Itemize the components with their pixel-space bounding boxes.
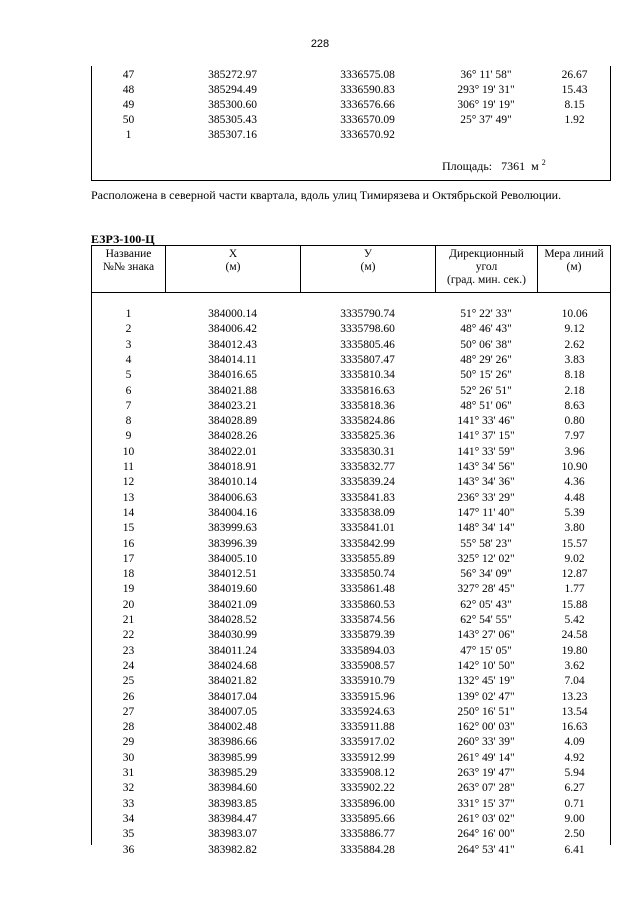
- direction-angle-cell: 141° 33' 59": [457, 445, 515, 458]
- line-length-cell: 9.12: [564, 323, 585, 336]
- y-cell: 3336576.66: [340, 99, 395, 111]
- line-length-cell: 4.09: [564, 736, 585, 749]
- y-cell: 3336570.92: [340, 129, 395, 141]
- table-row: [92, 307, 612, 321]
- table-row: [92, 399, 612, 413]
- direction-angle-cell: 62° 05' 43": [460, 598, 512, 611]
- table-row: [92, 445, 612, 459]
- x-cell: 384005.10: [208, 552, 257, 565]
- direction-angle-cell: 264° 53' 41": [457, 843, 515, 856]
- page-number: 228: [310, 38, 330, 50]
- direction-angle-cell: 236° 33' 29": [457, 491, 515, 504]
- line-length-cell: 15.57: [561, 537, 588, 550]
- point-name-cell: 35: [122, 828, 135, 841]
- line-length-cell: 24.58: [561, 629, 588, 642]
- table-row: [92, 582, 612, 596]
- line-length-cell: 6.27: [564, 782, 585, 795]
- point-name-cell: 16: [122, 537, 135, 550]
- point-name-cell: 23: [122, 644, 135, 657]
- table-row: [92, 735, 612, 749]
- x-cell: 384011.24: [208, 644, 257, 657]
- point-name-cell: 24: [122, 659, 135, 672]
- line-length-cell: 3.80: [564, 522, 585, 535]
- direction-angle-cell: 48° 46' 43": [460, 323, 512, 336]
- direction-angle-cell: 306° 19' 19": [457, 99, 515, 111]
- area-label: Площадь:: [442, 159, 493, 173]
- coordinates-table: [91, 245, 611, 856]
- table-row: [92, 475, 612, 489]
- y-cell: 3336570.09: [340, 114, 395, 126]
- line-length-cell: 5.39: [564, 506, 585, 519]
- table-row: [92, 491, 612, 505]
- y-cell: 3335839.24: [340, 476, 395, 489]
- table-row: [92, 322, 612, 336]
- direction-angle-cell: 48° 51' 06": [460, 399, 512, 412]
- point-name-cell: 1: [125, 129, 132, 141]
- y-cell: 3335910.79: [340, 675, 395, 688]
- table-row: [92, 613, 612, 627]
- header-point-name: Название №№ знака: [102, 248, 155, 273]
- table-row: [92, 751, 612, 765]
- table-row: [92, 368, 612, 382]
- y-cell: 3335805.46: [340, 338, 395, 351]
- point-name-cell: 2: [125, 323, 132, 336]
- line-length-cell: 6.41: [564, 843, 585, 856]
- point-name-cell: 28: [122, 721, 135, 734]
- point-name-cell: 36: [122, 843, 135, 856]
- x-cell: 384002.48: [208, 721, 257, 734]
- direction-angle-cell: 55° 58' 23": [460, 537, 512, 550]
- line-length-cell: 5.42: [564, 614, 585, 626]
- table-row: [92, 720, 612, 734]
- y-cell: 3335861.48: [340, 583, 395, 596]
- header-direction-angle: Дирекционный угол (град. мин. сек.): [447, 248, 526, 286]
- line-length-cell: 19.80: [561, 644, 588, 657]
- y-cell: 3335855.89: [340, 552, 395, 565]
- y-cell: 3335917.02: [340, 736, 395, 749]
- direction-angle-cell: 162° 00' 03": [457, 721, 515, 734]
- table-row: [92, 506, 612, 520]
- x-cell: 383982.82: [208, 843, 257, 856]
- line-length-cell: 3.96: [564, 445, 585, 458]
- y-cell: 3335886.77: [340, 828, 395, 841]
- table-row: [92, 384, 612, 398]
- table-row: [92, 598, 612, 612]
- y-cell: 3335838.09: [340, 506, 395, 519]
- line-length-cell: 13.54: [561, 705, 588, 718]
- line-length-cell: 3.83: [564, 353, 585, 366]
- point-name-cell: 3: [125, 338, 132, 351]
- point-name-cell: 47: [122, 69, 135, 81]
- x-cell: 384022.01: [208, 445, 257, 458]
- x-cell: 383996.39: [208, 537, 257, 550]
- x-cell: 384028.52: [208, 614, 257, 626]
- x-cell: 384023.21: [208, 399, 257, 412]
- y-cell: 3335902.22: [340, 782, 395, 795]
- x-cell: 383984.60: [208, 782, 257, 795]
- table-row: [92, 113, 612, 127]
- y-cell: 3335908.57: [340, 659, 395, 672]
- point-name-cell: 14: [122, 506, 135, 519]
- line-length-cell: 16.63: [561, 721, 588, 734]
- line-length-cell: 10.06: [561, 308, 588, 320]
- line-length-cell: 15.43: [561, 84, 588, 96]
- table-header: [92, 246, 610, 293]
- line-length-cell: 3.62: [564, 659, 585, 672]
- x-cell: 383999.63: [208, 522, 257, 535]
- y-cell: 3335824.86: [340, 415, 395, 428]
- x-cell: 384007.05: [208, 705, 257, 718]
- direction-angle-cell: 62° 54' 55": [460, 614, 512, 626]
- line-length-cell: 4.92: [564, 751, 585, 764]
- x-cell: 385300.60: [208, 99, 257, 111]
- line-length-cell: 9.02: [564, 552, 585, 565]
- x-cell: 385272.97: [208, 69, 257, 81]
- line-length-cell: 0.71: [564, 797, 585, 810]
- x-cell: 384016.65: [208, 369, 257, 382]
- y-cell: 3336590.83: [340, 84, 395, 96]
- x-cell: 384000.14: [208, 308, 257, 320]
- direction-angle-cell: 143° 27' 06": [457, 629, 515, 642]
- direction-angle-cell: 25° 37' 49": [460, 114, 512, 126]
- y-cell: 3335798.60: [340, 323, 395, 336]
- point-name-cell: 22: [122, 629, 135, 642]
- direction-angle-cell: 260° 33' 39": [457, 736, 515, 749]
- y-cell: 3335915.96: [340, 690, 395, 703]
- x-cell: 385305.43: [208, 114, 257, 126]
- line-length-cell: 8.18: [564, 369, 585, 382]
- point-name-cell: 26: [122, 690, 135, 703]
- y-cell: 3335810.34: [340, 369, 395, 382]
- direction-angle-cell: 139° 02' 47": [457, 690, 515, 703]
- table-row: [92, 659, 612, 673]
- area-unit-power: 2: [541, 158, 546, 167]
- x-cell: 384019.60: [208, 583, 257, 596]
- point-name-cell: 6: [125, 384, 132, 397]
- point-name-cell: 29: [122, 736, 135, 749]
- point-name-cell: 17: [122, 552, 135, 565]
- x-cell: 385307.16: [208, 129, 257, 141]
- direction-angle-cell: 261° 49' 14": [457, 751, 515, 764]
- point-name-cell: 27: [122, 705, 135, 718]
- area-line: [442, 158, 546, 174]
- x-cell: 384014.11: [208, 353, 257, 366]
- direction-angle-cell: 142° 10' 50": [457, 659, 515, 672]
- direction-angle-cell: 51° 22' 33": [460, 308, 512, 320]
- point-name-cell: 9: [125, 430, 132, 443]
- direction-angle-cell: 147° 11' 40": [457, 506, 515, 519]
- direction-angle-cell: 47° 15' 05": [460, 644, 512, 657]
- x-cell: 384012.43: [208, 338, 257, 351]
- direction-angle-cell: 250° 16' 51": [457, 705, 515, 718]
- x-cell: 384017.04: [208, 690, 257, 703]
- direction-angle-cell: 143° 34' 36": [457, 476, 515, 489]
- x-cell: 384021.82: [208, 675, 257, 688]
- direction-angle-cell: 48° 29' 26": [460, 353, 512, 366]
- x-cell: 384021.88: [208, 384, 257, 397]
- line-length-cell: 8.63: [564, 399, 585, 412]
- point-name-cell: 18: [122, 568, 135, 581]
- direction-angle-cell: 50° 15' 26": [460, 369, 512, 382]
- point-name-cell: 10: [122, 445, 135, 458]
- x-cell: 384012.51: [208, 568, 257, 581]
- direction-angle-cell: 36° 11' 58": [460, 69, 512, 81]
- table-row: [92, 690, 612, 704]
- line-length-cell: 8.15: [564, 99, 585, 111]
- x-cell: 384006.42: [208, 323, 257, 336]
- table-row: [92, 766, 612, 780]
- y-cell: 3335841.01: [340, 522, 395, 535]
- x-cell: 383986.66: [208, 736, 257, 749]
- y-cell: 3335816.63: [340, 384, 395, 397]
- y-cell: 3336575.08: [340, 69, 395, 81]
- y-cell: 3335790.74: [340, 308, 395, 320]
- line-length-cell: 9.00: [564, 812, 585, 825]
- table-row: [92, 843, 612, 857]
- line-length-cell: 15.88: [561, 598, 588, 611]
- line-length-cell: 7.97: [564, 430, 585, 443]
- x-cell: 383984.47: [208, 812, 257, 825]
- previous-table-continuation: [91, 66, 611, 181]
- direction-angle-cell: 141° 37' 15": [457, 430, 515, 443]
- point-name-cell: 49: [122, 99, 135, 111]
- line-length-cell: 13.23: [561, 690, 588, 703]
- point-name-cell: 33: [122, 797, 135, 810]
- point-name-cell: 21: [122, 614, 135, 626]
- direction-angle-cell: 143° 34' 56": [457, 461, 515, 473]
- y-cell: 3335884.28: [340, 843, 395, 856]
- x-cell: 384004.16: [208, 506, 257, 519]
- y-cell: 3335894.03: [340, 644, 395, 657]
- y-cell: 3335807.47: [340, 353, 395, 366]
- area-value: 7361: [501, 159, 526, 173]
- x-cell: 384006.63: [208, 491, 257, 504]
- table-row: [92, 567, 612, 581]
- line-length-cell: 4.48: [564, 491, 585, 504]
- x-cell: 383985.29: [208, 767, 257, 779]
- table-row: [92, 338, 612, 352]
- location-note: Расположена в северной части квартала, вдоль улиц Тимирязева и Октябрьской Революции.: [91, 188, 562, 202]
- y-cell: 3335908.12: [340, 767, 395, 779]
- table-row: [92, 521, 612, 535]
- x-cell: 384018.91: [208, 461, 257, 473]
- point-name-cell: 8: [125, 415, 132, 428]
- line-length-cell: 26.67: [561, 69, 588, 81]
- point-name-cell: 5: [125, 369, 132, 382]
- table-row: [92, 98, 612, 112]
- table-row: [92, 644, 612, 658]
- line-length-cell: 2.18: [564, 384, 585, 397]
- line-length-cell: 12.87: [561, 568, 588, 581]
- point-name-cell: 31: [122, 767, 135, 779]
- point-name-cell: 32: [122, 782, 135, 795]
- line-length-cell: 0.80: [564, 415, 585, 428]
- table-row: [92, 812, 612, 826]
- direction-angle-cell: 50° 06' 38": [460, 338, 512, 351]
- table-row: [92, 353, 612, 367]
- point-name-cell: 4: [125, 353, 132, 366]
- header-line-length: Мера линий (м): [544, 248, 604, 273]
- header-y: У (м): [360, 248, 376, 273]
- table-row: [92, 83, 612, 97]
- x-cell: 384028.89: [208, 415, 257, 428]
- line-length-cell: 7.04: [564, 675, 585, 688]
- line-length-cell: 1.77: [564, 583, 585, 596]
- y-cell: 3335924.63: [340, 705, 395, 718]
- point-name-cell: 25: [122, 675, 135, 688]
- table-row: [92, 128, 612, 142]
- direction-angle-cell: 148° 34' 14": [457, 522, 515, 535]
- line-length-cell: 2.62: [564, 338, 585, 351]
- x-cell: 383985.99: [208, 751, 257, 764]
- table-row: [92, 827, 612, 841]
- line-length-cell: 5.94: [564, 767, 585, 779]
- table-row: [92, 429, 612, 443]
- direction-angle-cell: 261° 03' 02": [457, 812, 515, 825]
- x-cell: 383983.07: [208, 828, 257, 841]
- direction-angle-cell: 56° 34' 09": [460, 568, 512, 581]
- table-row: [92, 537, 612, 551]
- direction-angle-cell: 263° 07' 28": [457, 782, 515, 795]
- y-cell: 3335911.88: [340, 721, 395, 734]
- table-row: [92, 628, 612, 642]
- point-name-cell: 30: [122, 751, 135, 764]
- x-cell: 384010.14: [208, 476, 257, 489]
- table-row: [92, 797, 612, 811]
- table-row: [92, 674, 612, 688]
- y-cell: 3335825.36: [340, 430, 395, 443]
- direction-angle-cell: 141° 33' 46": [457, 415, 515, 428]
- point-name-cell: 12: [122, 476, 135, 489]
- y-cell: 3335850.74: [340, 568, 395, 581]
- point-name-cell: 11: [122, 461, 135, 473]
- direction-angle-cell: 264° 16' 00": [457, 828, 515, 841]
- table-row: [92, 414, 612, 428]
- y-cell: 3335896.00: [340, 797, 395, 810]
- line-length-cell: 4.36: [564, 476, 585, 489]
- table-row: [92, 781, 612, 795]
- point-name-cell: 20: [122, 598, 135, 611]
- direction-angle-cell: 325° 12' 02": [457, 552, 515, 565]
- x-cell: 384024.68: [208, 659, 257, 672]
- y-cell: 3335879.39: [340, 629, 395, 642]
- y-cell: 3335874.56: [340, 614, 395, 626]
- y-cell: 3335841.83: [340, 491, 395, 504]
- x-cell: 384021.09: [208, 598, 257, 611]
- y-cell: 3335860.53: [340, 598, 395, 611]
- point-name-cell: 7: [125, 399, 132, 412]
- point-name-cell: 1: [125, 308, 132, 320]
- direction-angle-cell: 132° 45' 19": [457, 675, 515, 688]
- direction-angle-cell: 293° 19' 31": [457, 84, 515, 96]
- point-name-cell: 13: [122, 491, 135, 504]
- table-row: [92, 705, 612, 719]
- direction-angle-cell: 52° 26' 51": [460, 384, 512, 397]
- table-row: [92, 68, 612, 82]
- y-cell: 3335912.99: [340, 751, 395, 764]
- line-length-cell: 1.92: [564, 114, 585, 126]
- y-cell: 3335832.77: [340, 461, 395, 473]
- x-cell: 385294.49: [208, 84, 257, 96]
- x-cell: 383983.85: [208, 797, 257, 810]
- direction-angle-cell: 331° 15' 37": [457, 797, 515, 810]
- point-name-cell: 15: [122, 522, 135, 535]
- header-x: X (м): [225, 248, 241, 273]
- x-cell: 384028.26: [208, 430, 257, 443]
- y-cell: 3335818.36: [340, 399, 395, 412]
- table-row: [92, 552, 612, 566]
- y-cell: 3335895.66: [340, 812, 395, 825]
- point-name-cell: 19: [122, 583, 135, 596]
- line-length-cell: 2.50: [564, 828, 585, 841]
- x-cell: 384030.99: [208, 629, 257, 642]
- table-row: [92, 460, 612, 474]
- direction-angle-cell: 327° 28' 45": [457, 583, 515, 596]
- y-cell: 3335842.99: [340, 537, 395, 550]
- y-cell: 3335830.31: [340, 445, 395, 458]
- point-name-cell: 34: [122, 812, 135, 825]
- zone-title: ЕЗРЗ-100-Ц: [91, 232, 155, 246]
- line-length-cell: 10.90: [561, 461, 588, 473]
- area-unit: м: [531, 159, 539, 173]
- point-name-cell: 50: [122, 114, 135, 126]
- point-name-cell: 48: [122, 84, 135, 96]
- direction-angle-cell: 263° 19' 47": [457, 767, 515, 779]
